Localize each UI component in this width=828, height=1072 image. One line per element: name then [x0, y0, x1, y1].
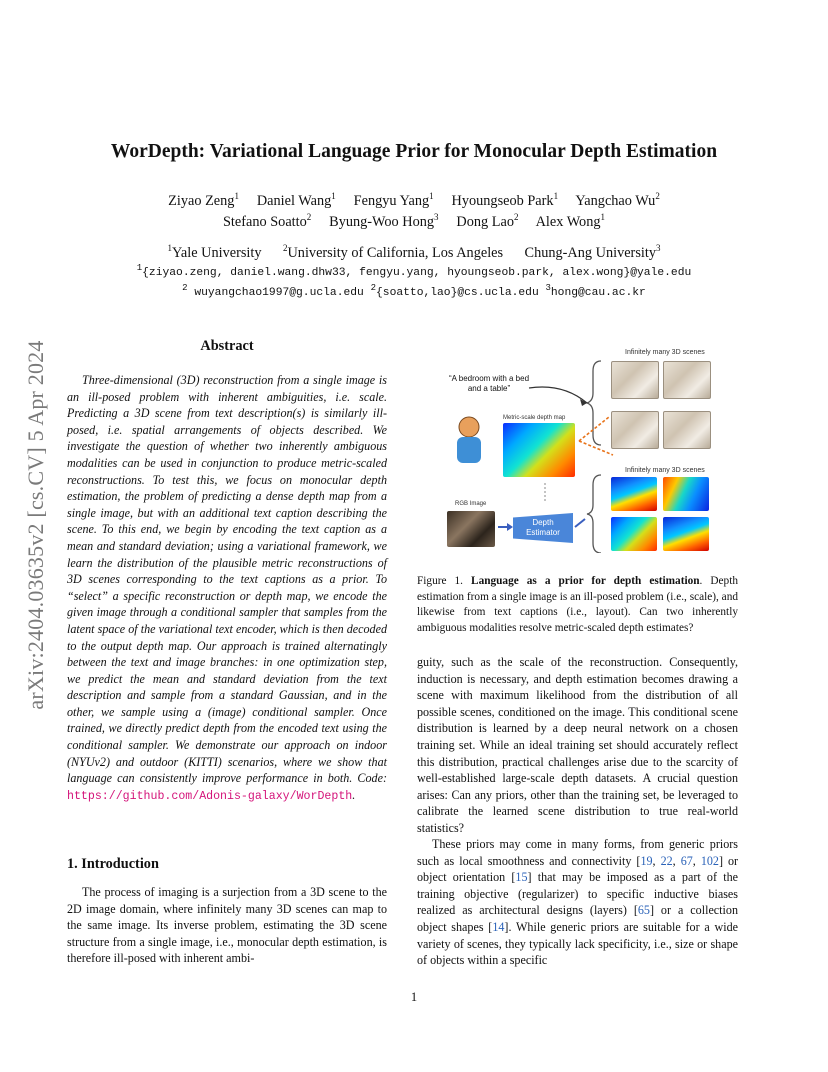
scene-render: [663, 411, 711, 449]
depth-estimator-label: Depth Estimator: [526, 518, 560, 537]
rgb-image: [447, 511, 495, 547]
label-rgb-image: RGB Image: [455, 501, 487, 507]
introduction-paragraph-1-continued: guity, such as the scale of the reconstruction. Consequently, induction is necessary, and depth estimation becomes drawing a scene with maximum likelihood from the distribution of all possible scenes, conditioned on the image. This conditional scene distribution is learned by a deep neural network on a chosen training set. While an ideal training set should accurately reflect this distribution, practical challenges arise due to the scarcity of well-established large-scale depth datasets. A crucial question arises: Can any priors, other than the training set, be leveraged to calibrate the learned scene distribution to true real-world statistics?: [417, 655, 738, 835]
author: Hyoungseob Park$^1$: [451, 191, 559, 209]
author: Ziyao Zeng$^1$: [168, 191, 239, 209]
scene-render: [611, 361, 659, 399]
label-metric-depth: Metric-scale depth map: [503, 415, 566, 421]
brace-bottom: [587, 475, 601, 553]
author: Byung-Woo Hong$^3$: [329, 212, 439, 230]
citation-link[interactable]: 67: [680, 853, 693, 868]
code-link[interactable]: https://github.com/Adonis-galaxy/WorDepth: [67, 789, 353, 803]
affiliations: [0, 245, 828, 262]
arrow-dashed-1: [579, 417, 609, 441]
depth-sample: [611, 477, 657, 511]
metric-depth-map: [503, 423, 575, 477]
paper-title: WorDepth: Variational Language Prior for Monocular Depth Estimation: [110, 141, 718, 162]
email[interactable]: wuyangchao1997@g.ucla.edu: [194, 287, 364, 299]
authors-line-2: [0, 214, 828, 231]
author: Daniel Wang$^1$: [256, 191, 336, 209]
author: Alex Wong$^1$: [535, 212, 605, 230]
emails-line-2: $^2$ wuyangchao1997@g.ucla.edu $^2${soatto,lao}@cs.ucla.edu $^3$hong@cau.ac.kr: [182, 283, 646, 299]
figure-1-caption: Figure 1. Language as a prior for depth estimation. Depth estimation from a single image is an ill-posed problem (i.e., scale), and likewise from text captions (i.e., layout). Can two inherently ambiguous modalities resolve metric-scaled depth estimates?: [417, 575, 738, 634]
scene-render: [663, 361, 711, 399]
arxiv-identifier: arXiv:2404.03635v2 [cs.CV] 5 Apr 2024: [23, 340, 48, 710]
depth-estimator-box: [513, 513, 573, 543]
citation-link[interactable]: 102: [700, 853, 719, 868]
figure-text-caption: “A bedroom with a bed and a table”: [448, 374, 530, 393]
author: Yangchao Wu$^2$: [575, 191, 660, 209]
citation-link[interactable]: 22: [660, 853, 673, 868]
introduction-paragraph-2: These priors may come in many forms, from generic priors such as local smoothness and connectivity [19, 22, 67, 102] or object orientation [15] that may be imposed as a part of the training objective (regularizer) to specific inductive biases realized as architectural designs (layers) [65] or a collection object shapes [14]. While generic priors are suitable for a wide variety of scenes, they typically lack specificity, i.e., size or shape of objects within a specific: [417, 837, 739, 968]
arrow-caption: [529, 387, 587, 403]
citation-link[interactable]: 14: [492, 919, 505, 934]
author: Dong Lao$^2$: [456, 212, 519, 230]
emails-line-1: $^1${ziyao.zeng, daniel.wang.dhw33, fengyu.yang, hyoungseob.park, alex.wong}@yale.edu: [136, 263, 692, 279]
abstract-body: Three-dimensional (3D) reconstruction from a single image is an ill-posed problem with inherent ambiguities, i.e. scale. Predicting a 3D scene from text description(s) is similarly ill-posed, i.e. spatial arrangements of objects described. We investigate the question of whether two inherently ambiguous modalities can be used in conjunction to produce metric-scaled reconstructions. To test this, we focus on monocular depth estimation, the problem of predicting a dense depth map from a single image, but with an additional text caption describing the scene. To this end, we begin by encoding the text caption as a mean and standard deviation; using a variational framework, we learn the distribution of the plausible metric reconstructions of 3D scenes corresponding to the text captions as a prior. To “select” a specific reconstruction or depth map, we encode the given image through a conditional sampler that samples from the latent space of the variational text encoder, which is then decoded to the output depth map. Our approach is trained alternatingly between the text and image branches: in one optimization step, we predict the mean and standard deviation from the text description and sample from a standard Gaussian, and in the other, we sample using a (image) conditional sampler. Once trained, we directly predict depth from the encoded text using the conditional sampler. We demonstrate our approach on indoor (NYUv2) and outdoor (KITTI) scenarios, where we show that language can consistently improve performance in both. Code: https://github.com/Adonis-galaxy/WorDepth.: [67, 373, 387, 803]
affiliation: $^1$Yale University: [167, 243, 262, 261]
affiliation: $^2$University of California, Los Angeles: [282, 243, 504, 261]
figure-1: [443, 343, 718, 553]
email[interactable]: {soatto,lao}@cs.ucla.edu: [376, 287, 539, 299]
label-infinite-scenes-top: Infinitely many 3D scenes: [625, 349, 705, 356]
author: Stefano Soatto$^2$: [222, 212, 312, 230]
person-head: [459, 417, 479, 437]
email[interactable]: {ziyao.zeng, daniel.wang.dhw33, fengyu.yang, hyoungseob.park, alex.wong}@yale.edu: [142, 267, 692, 279]
depth-sample: [663, 477, 709, 511]
abstract-heading: Abstract: [200, 338, 254, 354]
scene-render: [611, 411, 659, 449]
affiliation: Chung-Ang University$^3$: [524, 243, 661, 261]
citation-link[interactable]: 19: [640, 853, 653, 868]
citation-link[interactable]: 15: [515, 870, 528, 885]
section-heading-introduction: 1. Introduction: [67, 856, 159, 872]
arxiv-sidebar: [18, 290, 54, 760]
introduction-paragraph-1: The process of imaging is a surjection from a 3D scene to the 2D image domain, where infinitely many 3D scenes can map to the same image. Its inverse problem, estimating the 3D scene structure from a single image, i.e., monocular depth estimation, is therefore ill-posed with inherent ambi-: [67, 885, 387, 966]
author: Fengyu Yang$^1$: [353, 191, 434, 209]
authors-line-1: [0, 193, 828, 210]
page-number: 1: [410, 990, 418, 1004]
citation-link[interactable]: 65: [637, 903, 650, 918]
email[interactable]: hong@cau.ac.kr: [550, 287, 646, 299]
brace-top: [587, 361, 601, 445]
depth-sample: [611, 517, 657, 551]
depth-sample: [663, 517, 709, 551]
person-body: [457, 437, 481, 463]
label-infinite-scenes-bottom: Infinitely many 3D scenes: [625, 467, 705, 474]
